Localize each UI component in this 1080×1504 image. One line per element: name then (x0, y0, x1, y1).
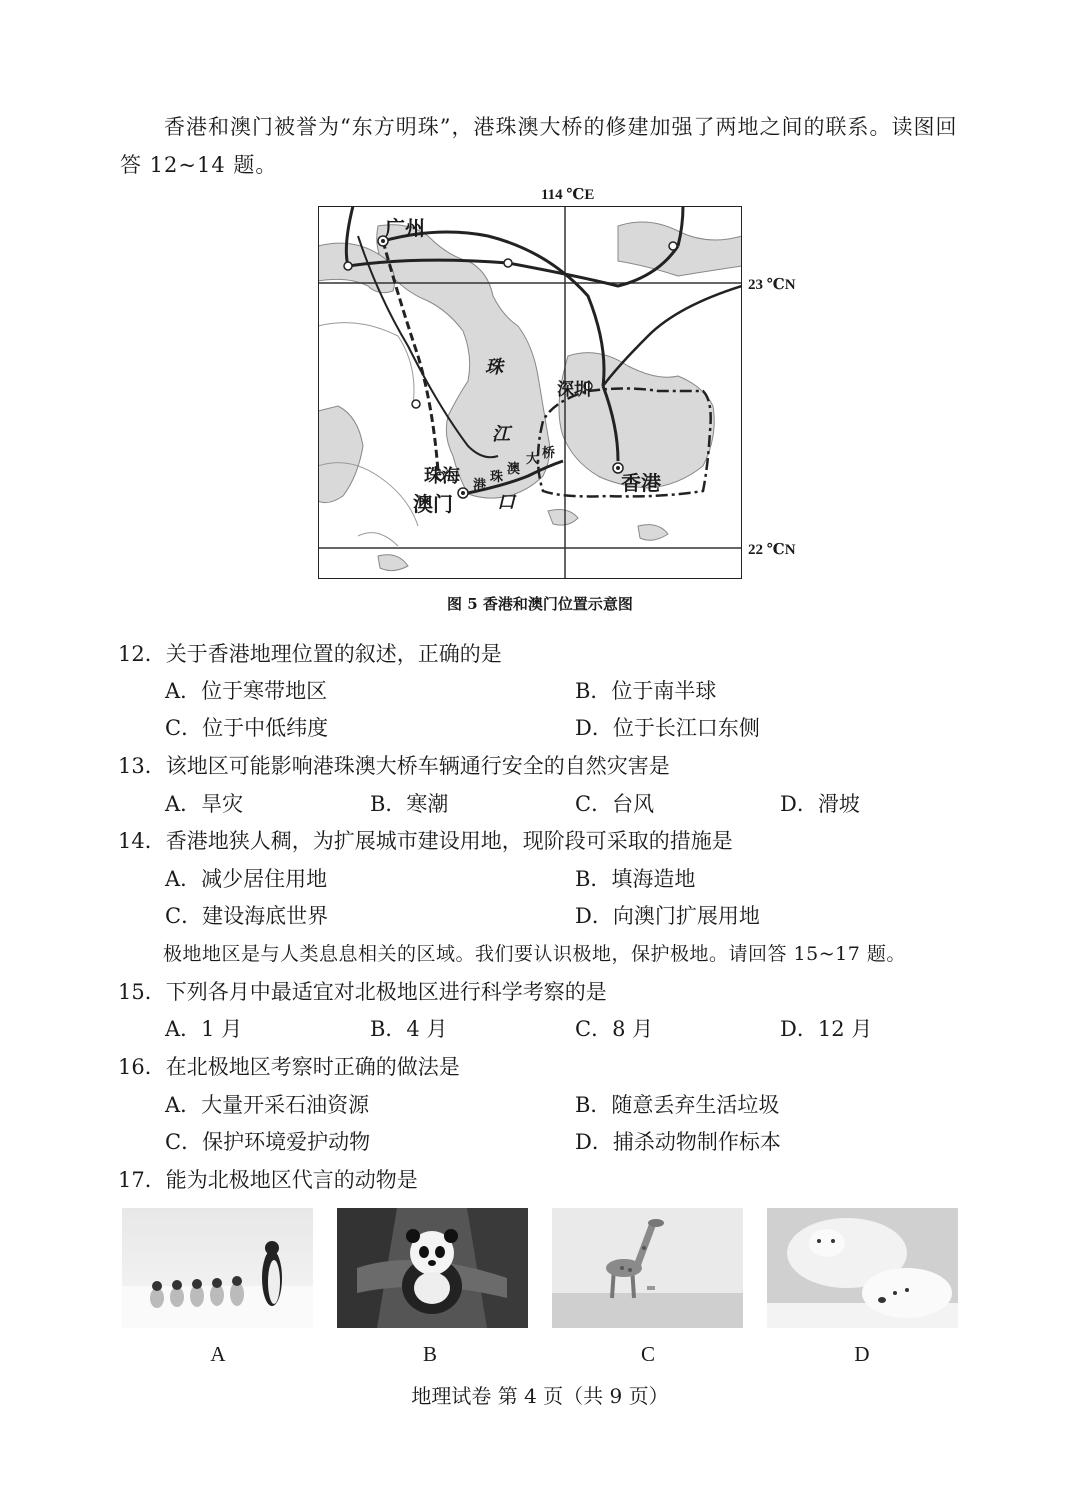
question-14-option-b[interactable]: B．填海造地 (575, 867, 696, 891)
intro-line-1: 香港和澳门被誉为“东方明珠”，港珠澳大桥的修建加强了两地之间的联系。读图回 (164, 115, 958, 139)
map-label-bridge-4: 大 (526, 452, 540, 467)
question-17-stem: 17．能为北极地区代言的动物是 (118, 1168, 418, 1192)
map-longitude-label: 114 ℃E (541, 187, 595, 203)
map-label-pearl-3: 口 (497, 492, 515, 513)
question-15-option-a[interactable]: A．1 月 (165, 1017, 243, 1041)
page-footer: 地理试卷 第 4 页（共 9 页） (411, 1384, 669, 1408)
map-label-shenzhen: 深圳 (557, 380, 591, 400)
map-label-hongkong: 香港 (621, 471, 661, 495)
photo-penguins[interactable] (122, 1208, 313, 1328)
question-14-option-d[interactable]: D．向澳门扩展用地 (575, 904, 760, 928)
photo-panda[interactable] (337, 1208, 528, 1328)
question-15-option-b[interactable]: B．4 月 (370, 1017, 448, 1041)
question-12-option-c[interactable]: C．位于中低纬度 (165, 716, 329, 740)
question-12-option-a[interactable]: A．位于寒带地区 (165, 679, 328, 703)
map-label-zhuhai: 珠海 (424, 466, 460, 487)
question-12-option-d[interactable]: D．位于长江口东侧 (575, 716, 760, 740)
map-label-guangzhou: 广州 (385, 216, 425, 240)
question-14-stem: 14．香港地狭人稠，为扩展城市建设用地，现阶段可采取的措施是 (118, 829, 733, 853)
map-label-pearl-2: 江 (492, 424, 510, 445)
question-16-option-b[interactable]: B．随意丢弃生活垃圾 (575, 1093, 780, 1117)
photo-giraffe[interactable] (552, 1208, 743, 1328)
location-map-drawing (318, 206, 742, 579)
intro-paragraph (120, 108, 980, 184)
question-13-option-a[interactable]: A．旱灾 (165, 792, 244, 816)
map-label-macau: 澳门 (413, 492, 453, 516)
map-label-bridge-1: 港 (473, 478, 487, 493)
question-13-option-d[interactable]: D．滑坡 (780, 792, 860, 816)
polar-bear-picture (767, 1208, 958, 1328)
question-14-option-a[interactable]: A．减少居住用地 (165, 867, 328, 891)
map-latitude-22-label: 22 ℃N (748, 542, 796, 558)
question-13-option-c[interactable]: C．台风 (575, 792, 655, 816)
photo-label-c: C (640, 1342, 655, 1366)
question-14-option-c[interactable]: C．建设海底世界 (165, 904, 329, 928)
penguin-picture (122, 1208, 313, 1328)
map-label-pearl-1: 珠 (485, 357, 503, 378)
figure-caption: 图 5 香港和澳门位置示意图 (447, 595, 633, 613)
map-label-bridge-2: 珠 (490, 470, 504, 485)
question-15-stem: 15．下列各月中最适宜对北极地区进行科学考察的是 (118, 980, 607, 1004)
question-15-option-c[interactable]: C．8 月 (575, 1017, 654, 1041)
section-intro: 极地地区是与人类息息相关的区域。我们要认识极地，保护极地。请回答 15~17 题。 (163, 943, 906, 965)
map-latitude-23-label: 23 ℃N (748, 277, 796, 293)
location-map (318, 206, 742, 579)
panda-picture (337, 1208, 528, 1328)
photo-label-b: B (422, 1342, 437, 1366)
photo-label-d: D (854, 1342, 870, 1366)
question-13-stem: 13．该地区可能影响港珠澳大桥车辆通行安全的自然灾害是 (118, 754, 670, 778)
question-16-option-d[interactable]: D．捕杀动物制作标本 (575, 1130, 781, 1154)
question-12-stem: 12．关于香港地理位置的叙述，正确的是 (118, 642, 502, 666)
question-16-option-c[interactable]: C．保护环境爱护动物 (165, 1130, 371, 1154)
photo-label-a: A (210, 1342, 226, 1366)
question-16-option-a[interactable]: A．大量开采石油资源 (165, 1093, 370, 1117)
map-label-bridge-3: 澳 (507, 462, 521, 477)
question-12-option-b[interactable]: B．位于南半球 (575, 679, 717, 703)
photo-polar-bears[interactable] (767, 1208, 958, 1328)
question-13-option-b[interactable]: B．寒潮 (370, 792, 449, 816)
question-15-option-d[interactable]: D．12 月 (780, 1017, 873, 1041)
intro-line-2: 答 12~14 题。 (120, 153, 278, 177)
map-label-bridge-5: 桥 (542, 446, 556, 461)
giraffe-picture (552, 1208, 743, 1328)
question-16-stem: 16．在北极地区考察时正确的做法是 (118, 1055, 460, 1079)
